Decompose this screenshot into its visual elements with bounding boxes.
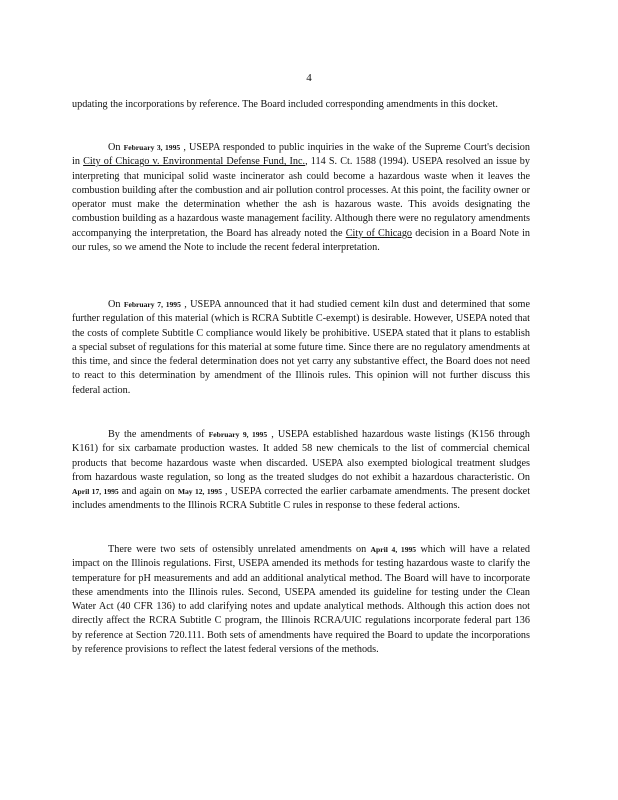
paragraph-3-lead: On xyxy=(108,299,121,310)
paragraph-2-text-c: decision in a Board Note in our rules, so we amend the Note to include the recent federal interpretation. xyxy=(72,227,531,254)
date-feb-7-1995: February 7, 1995 xyxy=(123,300,181,309)
paragraph-3-text: , USEPA announced that it had studied cement kiln dust and determined that some further regulation of this material (which is RCRA Subtitle C-exempt) is desirable. However, USEPA noted that the costs of complete Subtitle C compliance would likely be prohibitive. USEPA stated that it plans to establish a special subset of regulations for this material at some future time. Since there are no regulatory amendments at this time, and since the federal determination does not yet carry any substantive effect, the Board does not need to react to this determination by amendment of the Illinois rules. This opinion will not further discuss this federal action. xyxy=(72,299,530,396)
date-may-12-1995: May 12, 1995 xyxy=(177,487,223,497)
paragraph-4 xyxy=(72,428,530,514)
paragraph-5 xyxy=(72,543,530,657)
paragraph-4-text-c: , USEPA corrected the earlier carbamate amendments. The present docket includes amendments to the Illinois RCRA Subtitle C rules in response to these federal actions. xyxy=(72,486,531,512)
paragraph-2-lead: On xyxy=(108,142,121,153)
paragraph-2-text-a: , USEPA responded to public inquiries in the wake of the Supreme Court's decision in xyxy=(72,142,530,168)
case-citation-city-of-chicago: City of Chicago v. Environmental Defense Fund, Inc. xyxy=(83,156,306,168)
date-feb-9-1995: February 9, 1995 xyxy=(208,430,268,439)
date-feb-3-1995: February 3, 1995 xyxy=(123,143,181,152)
case-reference-city-of-chicago: City of Chicago xyxy=(345,227,413,239)
date-apr-4-1995: April 4, 1995 xyxy=(370,545,417,554)
date-apr-17-1995: April 17, 1995 xyxy=(72,487,119,497)
paragraph-1 xyxy=(72,98,530,112)
page-number: 4 xyxy=(306,72,312,84)
paragraph-4-text-b: and again on xyxy=(121,486,175,498)
paragraph-1-text: updating the incorporations by reference. The Board included corresponding amendments in this docket. xyxy=(72,99,498,110)
paragraph-3 xyxy=(72,298,530,398)
paragraph-5-lead: There were two sets of ostensibly unrelated amendments on xyxy=(108,544,367,555)
paragraph-4-lead: By the amendments of xyxy=(108,429,205,440)
paragraph-5-text: which will have a related impact on the Illinois regulations. First, USEPA amended its methods for testing hazardous waste to clarify the temperature for pH measurements and add an additional analytical method. The Board will have to incorporate these amendments into the Illinois rules. Second, USEPA amended its guideline for testing under the Clean Water Act (40 CFR 136) to add clarifying notes and update analytical methods. Although this action does not directly affect the RCRA Subtitle C program, the Illinois RCRA/UIC regulations incorporate federal part 136 by reference at Section 720.111. Both sets of amendments have required the Board to update the incorporations by reference provisions to reflect the latest federal versions of the methods. xyxy=(72,544,530,656)
paragraph-2 xyxy=(72,141,530,255)
paragraph-2-text-b: , 114 S. Ct. 1588 (1994). USEPA resolved an issue by interpreting that municipal solid waste incinerator ash could become a hazardous waste when it leaves the combustion building after the combustion and air pollution control processes. At this point, the facility owner or operator must make the determination whether the ash is hazarous waste. This avoids designating the combustion building as a hazardous waste management facility. Although there were no regulatory amendments accompanying the interpretation, the Board has already noted the xyxy=(72,156,530,239)
paragraph-4-text-a: , USEPA established hazardous waste listings (K156 through K161) for six carbamate production wastes. It added 58 new chemicals to the list of commercial chemical products that become hazardous waste when discarded. USEPA also exempted biological treatment sludges from hazardous waste regulation, so long as the treated sludges do not exhibit a hazardous characteristic. On xyxy=(72,429,530,483)
